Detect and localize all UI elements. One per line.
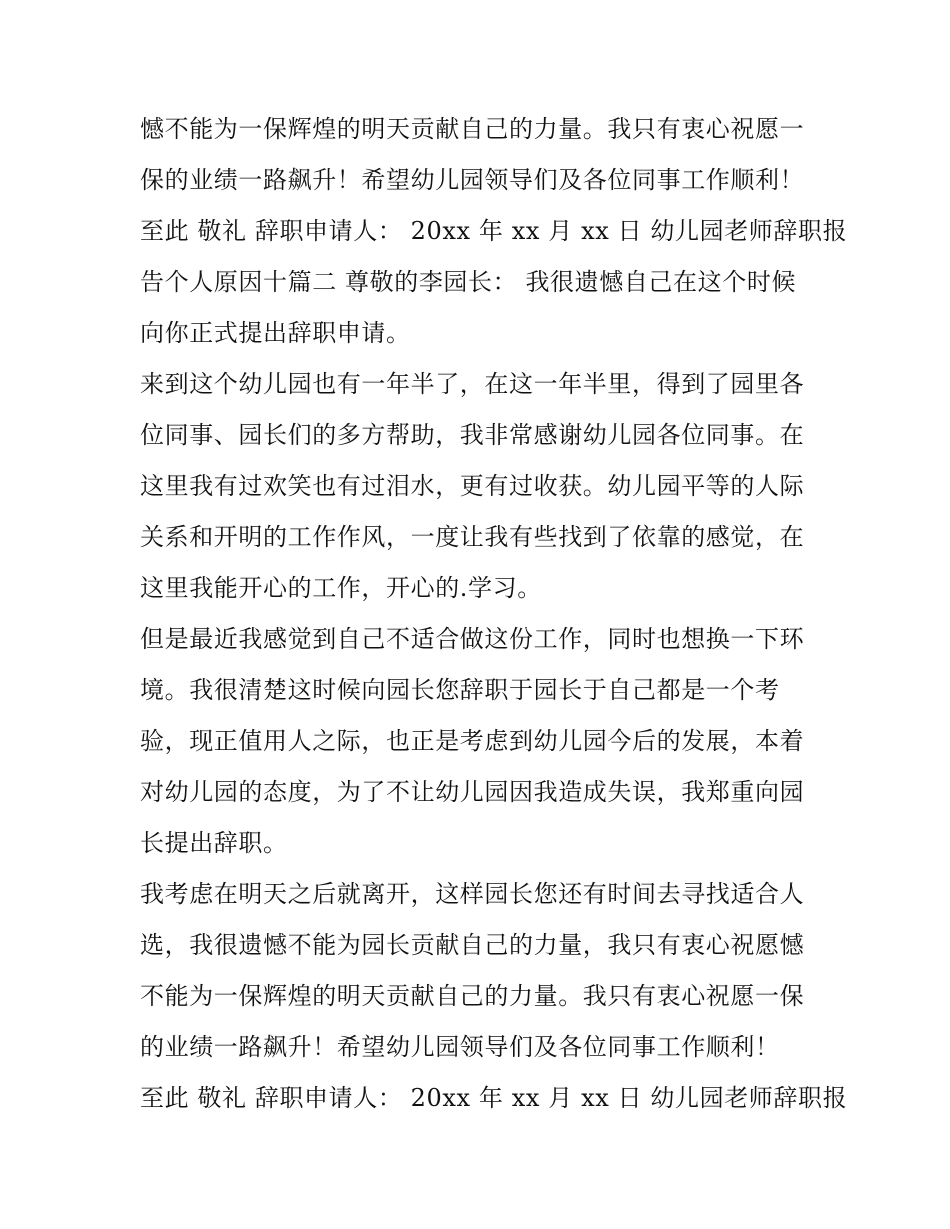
text-line: 告个人原因十篇二 尊敬的李园长： 我很遗憾自己在这个时候 (140, 268, 797, 296)
text-line: 我考虑在明天之后就离开，这样园长您还有时间去寻找适合人 (140, 880, 805, 908)
text-line: 不能为一保辉煌的明天贡献自己的力量。我只有衷心祝愿一保 (140, 982, 805, 1010)
text-line: 至此 敬礼 辞职申请人： 20xx 年 xx 月 xx 日 幼儿园老师辞职报 (140, 217, 848, 245)
text-line: 至此 敬礼 辞职申请人： 20xx 年 xx 月 xx 日 幼儿园老师辞职报 (140, 1084, 848, 1112)
text-line: 选，我很遗憾不能为园长贡献自己的力量，我只有衷心祝愿憾 (140, 931, 805, 959)
text-line: 来到这个幼儿园也有一年半了，在这一年半里，得到了园里各 (140, 370, 805, 398)
text-line: 但是最近我感觉到自己不适合做这份工作，同时也想换一下环 (140, 625, 805, 653)
text-line: 这里我有过欢笑也有过泪水，更有过收获。幼儿园平等的人际 (140, 472, 805, 500)
text-line: 这里我能开心的工作，开心的.学习。 (140, 574, 542, 602)
text-line: 验，现正值用人之际，也正是考虑到幼儿园今后的发展，本着 (140, 727, 805, 755)
document-body (140, 104, 848, 1124)
text-line: 长提出辞职。 (140, 829, 288, 857)
text-line: 的业绩一路飙升！希望幼儿园领导们及各位同事工作顺利！ (140, 1033, 780, 1061)
text-line: 关系和开明的工作作风，一度让我有些找到了依靠的感觉，在 (140, 523, 805, 551)
text-line: 保的业绩一路飙升！希望幼儿园领导们及各位同事工作顺利！ (140, 166, 805, 194)
text-line: 境。我很清楚这时候向园长您辞职于园长于自己都是一个考 (140, 676, 780, 704)
text-line: 对幼儿园的态度，为了不让幼儿园因我造成失误，我郑重向园 (140, 778, 805, 806)
text-line: 向你正式提出辞职申请。 (140, 319, 411, 347)
text-line: 位同事、园长们的多方帮助，我非常感谢幼儿园各位同事。在 (140, 421, 805, 449)
text-line: 憾不能为一保辉煌的明天贡献自己的力量。我只有衷心祝愿一 (140, 115, 805, 143)
